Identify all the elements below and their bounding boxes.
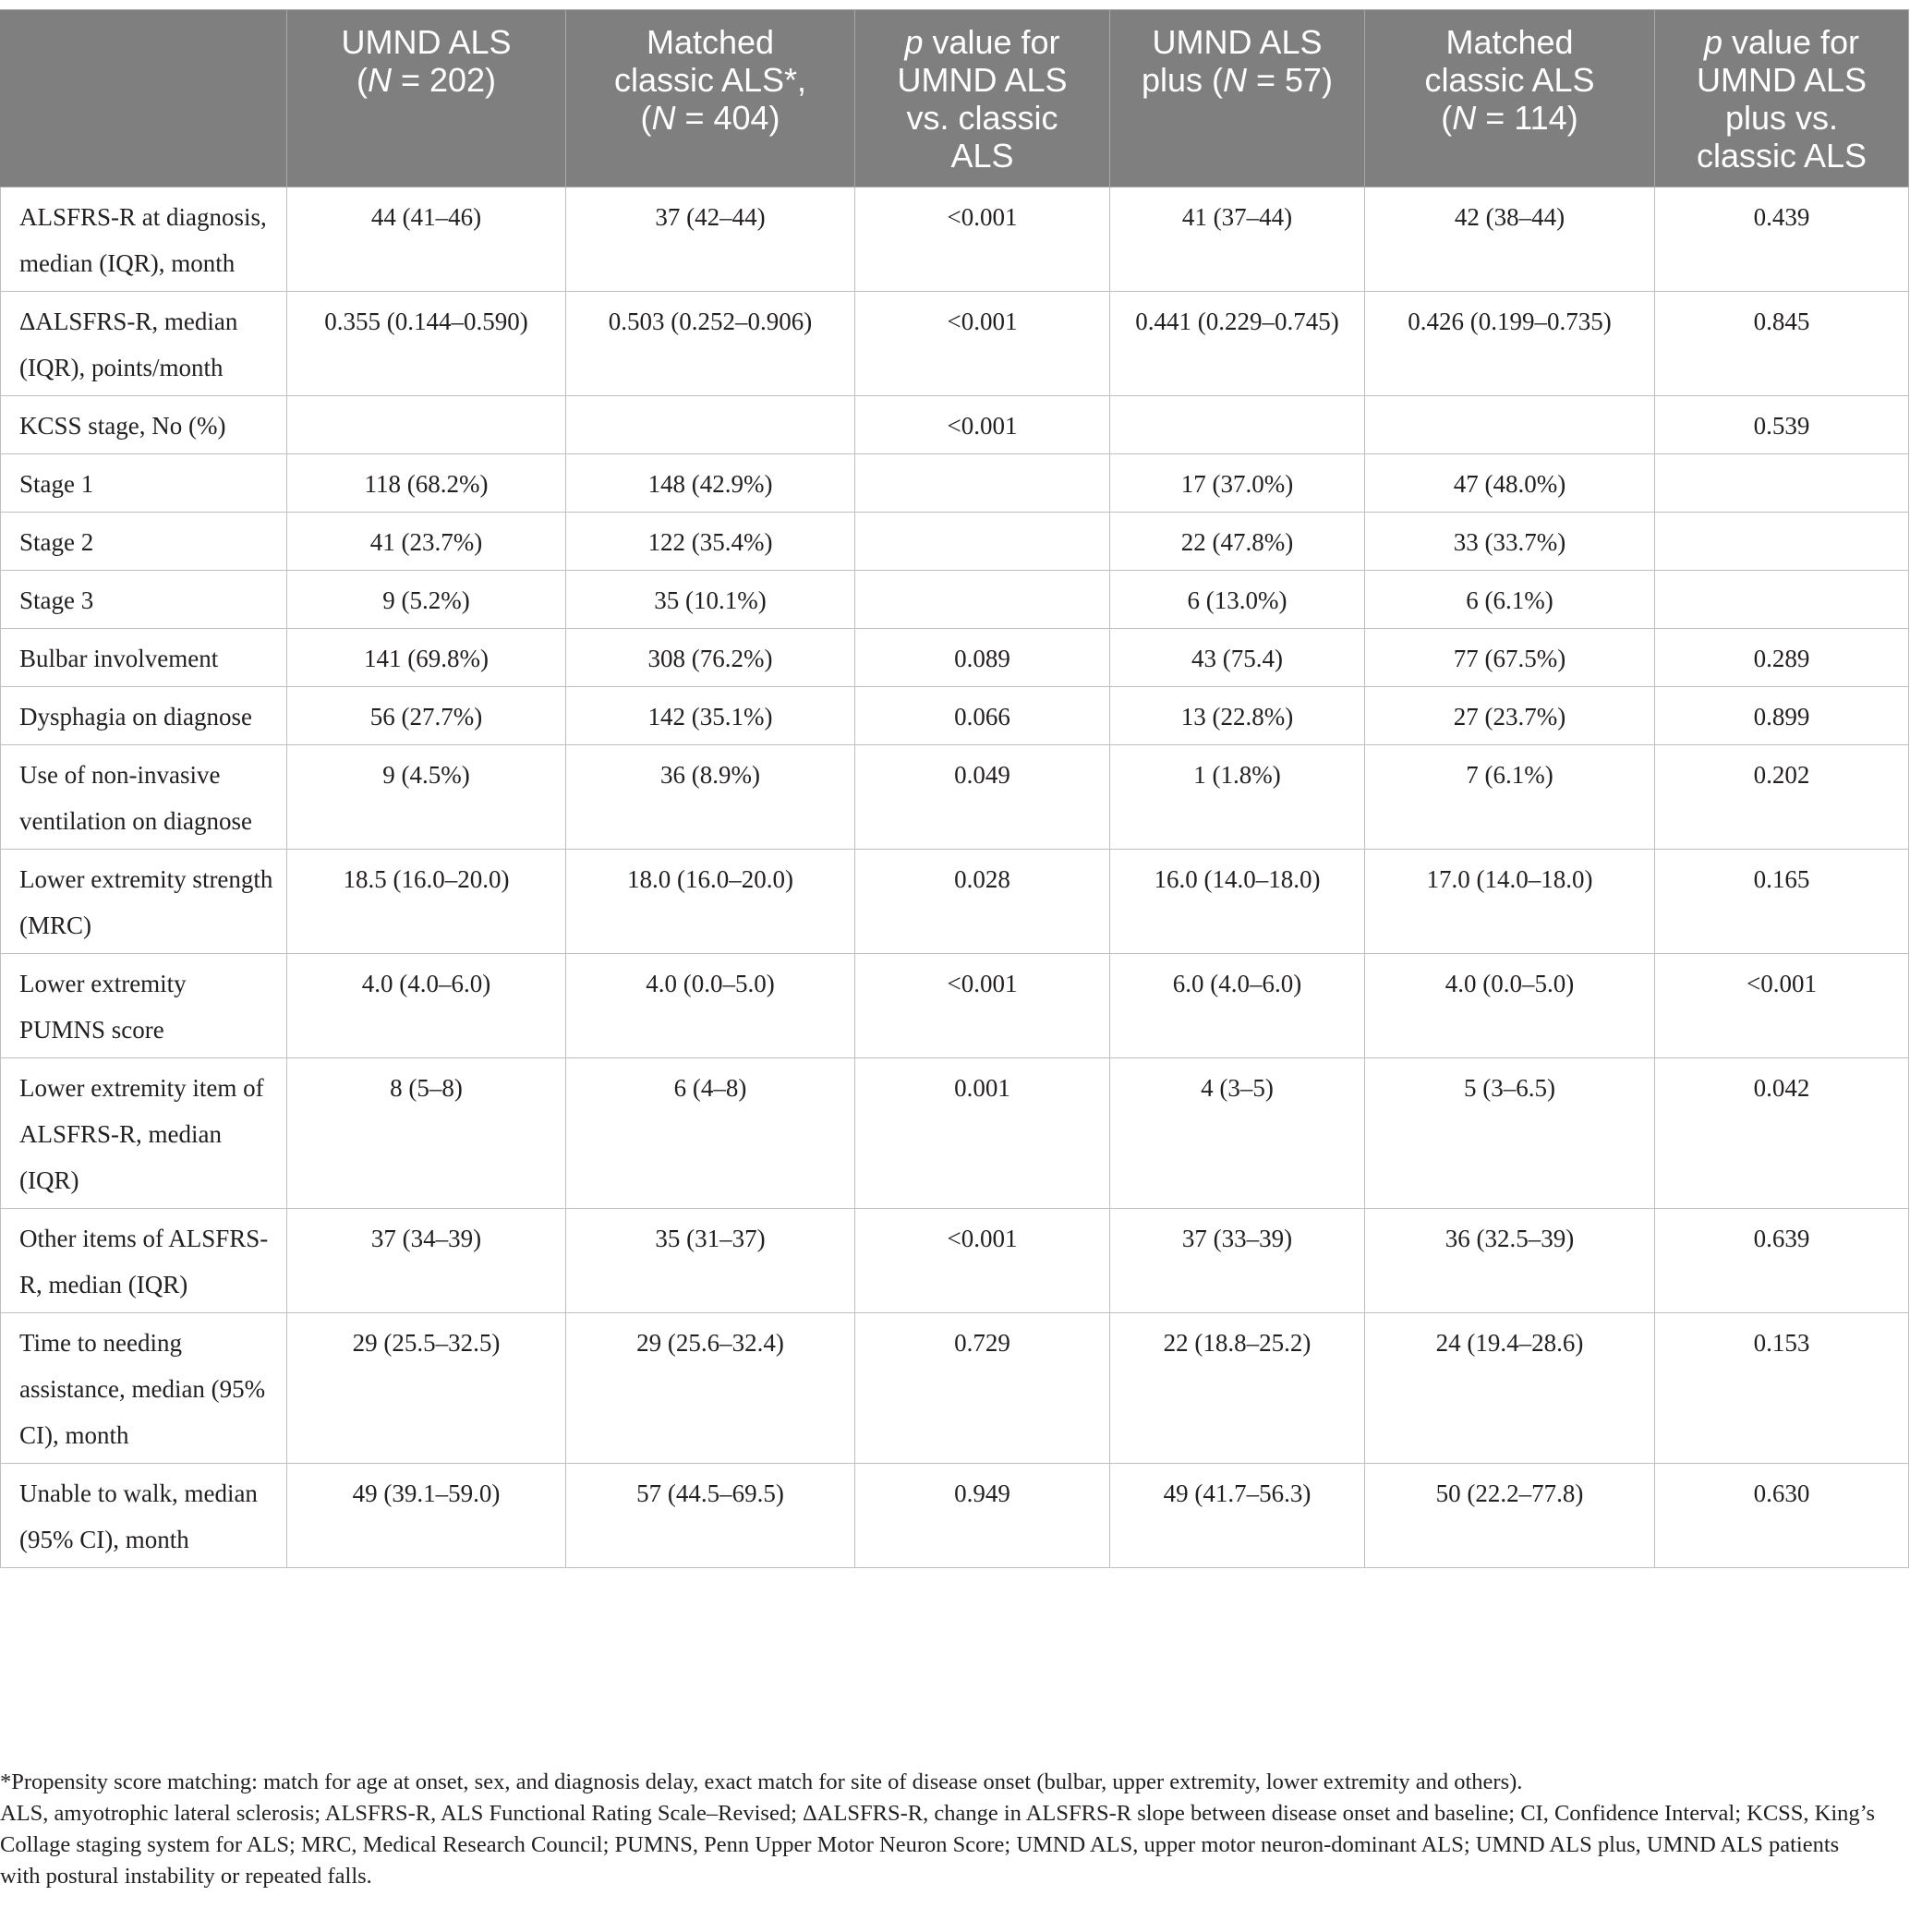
row-label: ΔALSFRS-R, median (IQR), points/month [1,292,287,396]
table-cell: 0.001 [855,1058,1110,1209]
column-header: Matched classic ALS (N = 114) [1365,10,1655,187]
table-cell [1365,396,1655,454]
table-row [1,1058,1909,1209]
table-cell: 0.949 [855,1464,1110,1568]
table-cell: 7 (6.1%) [1365,745,1655,850]
table-footnotes [0,1767,1884,1892]
column-header: p value for UMND ALS plus vs. classic ALS [1655,10,1909,187]
table-cell: 0.066 [855,687,1110,745]
row-label: Stage 1 [1,454,287,513]
table-cell: 5 (3–6.5) [1365,1058,1655,1209]
row-label: Use of non-invasive ventilation on diagnose [1,745,287,850]
table-cell [855,513,1110,571]
table-cell: 141 (69.8%) [287,629,566,687]
table-cell [1655,513,1909,571]
table-cell: 22 (18.8–25.2) [1110,1313,1365,1464]
table-cell: 22 (47.8%) [1110,513,1365,571]
table-cell: 37 (33–39) [1110,1209,1365,1313]
row-label: Stage 3 [1,571,287,629]
table-cell: 42 (38–44) [1365,187,1655,292]
table-cell: 0.153 [1655,1313,1909,1464]
table-cell: <0.001 [855,292,1110,396]
row-label: Unable to walk, median (95% CI), month [1,1464,287,1568]
table-cell: 27 (23.7%) [1365,687,1655,745]
row-label: Lower extremity PUMNS score [1,954,287,1058]
table-cell: 36 (32.5–39) [1365,1209,1655,1313]
row-label: Time to needing assistance, median (95% CI), month [1,1313,287,1464]
table-row [1,513,1909,571]
table-cell: 35 (31–37) [566,1209,855,1313]
table-row [1,954,1909,1058]
table-cell: <0.001 [855,187,1110,292]
table-cell: 122 (35.4%) [566,513,855,571]
table-row [1,1313,1909,1464]
table-cell: 18.5 (16.0–20.0) [287,850,566,954]
table-row [1,571,1909,629]
table-cell [855,571,1110,629]
table-cell: 6 (6.1%) [1365,571,1655,629]
table-cell: 77 (67.5%) [1365,629,1655,687]
table-cell: 49 (41.7–56.3) [1110,1464,1365,1568]
table-cell: 118 (68.2%) [287,454,566,513]
column-header: UMND ALS (N = 202) [287,10,566,187]
table-cell: 0.539 [1655,396,1909,454]
table-cell [566,396,855,454]
table-cell: 6 (4–8) [566,1058,855,1209]
table-cell: 36 (8.9%) [566,745,855,850]
table-cell: 0.639 [1655,1209,1909,1313]
table-cell [1110,396,1365,454]
row-label: KCSS stage, No (%) [1,396,287,454]
table-cell: 0.042 [1655,1058,1909,1209]
table-cell: 18.0 (16.0–20.0) [566,850,855,954]
table-cell: 56 (27.7%) [287,687,566,745]
table-cell: 33 (33.7%) [1365,513,1655,571]
table-cell: 0.202 [1655,745,1909,850]
table-cell: 4.0 (0.0–5.0) [1365,954,1655,1058]
table-row [1,1464,1909,1568]
table-cell: 50 (22.2–77.8) [1365,1464,1655,1568]
table-cell: 6 (13.0%) [1110,571,1365,629]
table-cell: 0.729 [855,1313,1110,1464]
table-cell: 17 (37.0%) [1110,454,1365,513]
header-cell-blank [1,10,287,187]
table-cell: 0.355 (0.144–0.590) [287,292,566,396]
table-cell: 41 (23.7%) [287,513,566,571]
table-cell: 0.441 (0.229–0.745) [1110,292,1365,396]
table-cell: <0.001 [1655,954,1909,1058]
table-cell: 44 (41–46) [287,187,566,292]
table-cell: 148 (42.9%) [566,454,855,513]
row-label: Lower extremity strength (MRC) [1,850,287,954]
table-body [1,187,1909,1568]
table-cell [855,454,1110,513]
table-cell [287,396,566,454]
table-cell: 4.0 (4.0–6.0) [287,954,566,1058]
table-cell: 43 (75.4) [1110,629,1365,687]
table-cell [1655,571,1909,629]
table-row [1,687,1909,745]
row-label: Bulbar involvement [1,629,287,687]
row-label: Stage 2 [1,513,287,571]
table-cell: 57 (44.5–69.5) [566,1464,855,1568]
row-label: Dysphagia on diagnose [1,687,287,745]
table-cell: 308 (76.2%) [566,629,855,687]
table-cell: 35 (10.1%) [566,571,855,629]
table-row [1,454,1909,513]
table-cell: 0.426 (0.199–0.735) [1365,292,1655,396]
table-cell: 0.165 [1655,850,1909,954]
table-cell: 0.028 [855,850,1110,954]
row-label: ALSFRS-R at diagnosis, median (IQR), month [1,187,287,292]
column-header: p value for UMND ALS vs. classic ALS [855,10,1110,187]
table-cell: 29 (25.5–32.5) [287,1313,566,1464]
table-cell [1655,454,1909,513]
table-cell: 9 (4.5%) [287,745,566,850]
table-cell: 6.0 (4.0–6.0) [1110,954,1365,1058]
table-row [1,292,1909,396]
table-cell: 0.899 [1655,687,1909,745]
footnote-matching: *Propensity score matching: match for age at onset, sex, and diagnosis delay, exact match for site of disease onset (bulbar, upper extremity, lower extremity and others). [0,1769,1523,1794]
table-cell: 41 (37–44) [1110,187,1365,292]
column-header: UMND ALS plus (N = 57) [1110,10,1365,187]
row-label: Other items of ALSFRS-R, median (IQR) [1,1209,287,1313]
table-cell: 37 (42–44) [566,187,855,292]
table-cell: 0.630 [1655,1464,1909,1568]
table-row [1,187,1909,292]
table-cell: <0.001 [855,1209,1110,1313]
table-cell: 9 (5.2%) [287,571,566,629]
table-cell: 49 (39.1–59.0) [287,1464,566,1568]
column-header: Matched classic ALS*, (N = 404) [566,10,855,187]
table-cell: 8 (5–8) [287,1058,566,1209]
table-cell: <0.001 [855,954,1110,1058]
table-cell: 0.289 [1655,629,1909,687]
table-cell: 1 (1.8%) [1110,745,1365,850]
table-row [1,396,1909,454]
table-cell: 4 (3–5) [1110,1058,1365,1209]
table-cell: 142 (35.1%) [566,687,855,745]
table-cell: 37 (34–39) [287,1209,566,1313]
table-cell: 0.049 [855,745,1110,850]
table-cell: 0.089 [855,629,1110,687]
row-label: Lower extremity item of ALSFRS-R, median (IQR) [1,1058,287,1209]
table-row [1,745,1909,850]
table-cell: 0.845 [1655,292,1909,396]
footnote-abbreviations: ALS, amyotrophic lateral sclerosis; ALSFRS-R, ALS Functional Rating Scale–Revised; ΔALSFRS-R, change in ALSFRS-R slope between disease onset and baseline; CI, Confidence Interval; KCSS, King’s Collage staging system for ALS; MRC, Medical Research Council; PUMNS, Penn Upper Motor Neuron Score; UMND ALS, upper motor neuron-dominant ALS; UMND ALS plus, UMND ALS patients with postural instability or repeated falls. [0,1801,1876,1889]
results-table [0,9,1909,1568]
table-cell: 16.0 (14.0–18.0) [1110,850,1365,954]
table-cell: 4.0 (0.0–5.0) [566,954,855,1058]
table-cell: 0.439 [1655,187,1909,292]
table-cell: 0.503 (0.252–0.906) [566,292,855,396]
table-cell: 24 (19.4–28.6) [1365,1313,1655,1464]
table-row [1,850,1909,954]
header-row [1,10,1909,187]
table-cell: 13 (22.8%) [1110,687,1365,745]
table-cell: 29 (25.6–32.4) [566,1313,855,1464]
table-row [1,629,1909,687]
table-row [1,1209,1909,1313]
table-header [1,10,1909,187]
table-cell: 47 (48.0%) [1365,454,1655,513]
table-cell: 17.0 (14.0–18.0) [1365,850,1655,954]
table-cell: <0.001 [855,396,1110,454]
